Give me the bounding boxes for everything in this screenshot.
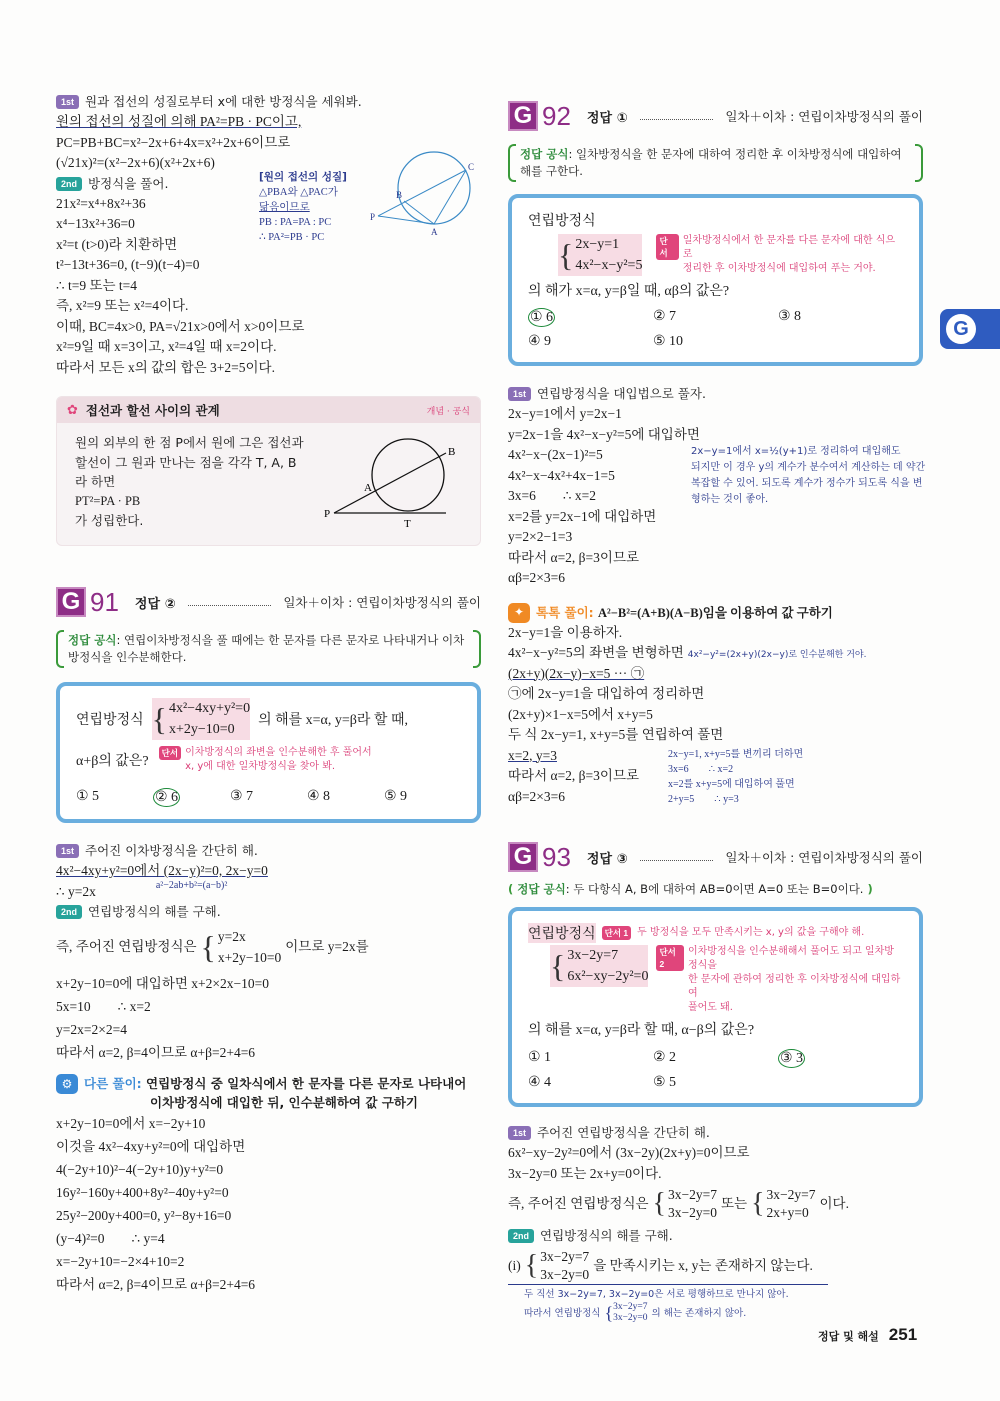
alt-line: 이것을 4x²−4xy+y²=0에 대입하면	[56, 1139, 246, 1154]
choice-4[interactable]: ④ 4	[528, 1075, 552, 1090]
alt-title: A²−B²=(A+B)(A−B)임을 이용하여 값 구하기	[598, 605, 833, 620]
choice-3[interactable]	[778, 1049, 903, 1068]
correct-answer-mark: ② 6	[155, 790, 179, 805]
tangent-property-note	[259, 170, 347, 245]
note-title: [원의 접선의 성질]	[259, 170, 347, 183]
prev-line: 이때, BC=4x>0, PA=√21x>0에서 x>0이므로	[56, 318, 305, 334]
equation: 6x²−xy−2y²=0	[567, 969, 649, 984]
equation: 3x−2y=7	[668, 1187, 717, 1202]
q93-problem-box	[508, 907, 923, 1107]
solution-line: y=2x=2×2=4	[56, 1022, 127, 1037]
answer-label: 정답 ①	[586, 110, 628, 126]
hint-text: 두 방정식을 모두 만족시키는 x, y의 값을 구해야 해.	[637, 927, 865, 938]
equation-system: { 4x²−4xy+y²=0 x+2y−10=0	[152, 698, 250, 740]
step2-label: 연립방정식의 해를 구해.	[540, 1228, 673, 1243]
step1-badge: 1st	[56, 95, 79, 109]
note-line: 되지만 이 경우 y의 계수가 분수여서 계산하는 데 약간	[691, 462, 926, 473]
hint-badge: 단서 2	[656, 945, 684, 971]
step1-label: 주어진 이차방정식을 간단히 해.	[85, 843, 258, 858]
equation: x+2y−10=0	[217, 950, 282, 965]
page-footer	[818, 1325, 917, 1345]
alt-solution-icon: ⚙	[56, 1074, 78, 1094]
magic-wand-icon: ✦	[508, 603, 530, 623]
choice-3[interactable]: ③ 8	[778, 309, 802, 324]
solution-line: 4x²−x−4x²+4x−1=5	[508, 467, 615, 483]
note-line: 2x−y=1, x+y=5를 변끼리 더하면	[668, 748, 804, 760]
step2-label: 방정식을 풀어.	[88, 175, 169, 191]
note-line: 형하는 것이 좋아.	[691, 494, 769, 505]
hint-line: 이차방정식을 인수분해해서 풀어도 되고 일차방정식을	[687, 946, 894, 971]
choice-5[interactable]: ⑤ 5	[653, 1075, 677, 1090]
chapter-tab[interactable]	[940, 309, 1000, 349]
step2-badge: 2nd	[508, 1229, 534, 1243]
g-badge: G	[56, 587, 86, 617]
alt-title: 연립방정식 중 일차식에서 한 문자를 다른 문자로 나타내어	[146, 1076, 467, 1091]
equation: 3x−2y=0	[540, 1267, 590, 1282]
formula-text: : 두 다항식 A, B에 대하여 AB=0이면 A=0 또는 B=0이다.	[565, 882, 864, 896]
choice-1[interactable]: ① 1	[528, 1050, 552, 1065]
leader-dots	[640, 119, 714, 120]
alt-line: x=2, y=3	[508, 747, 557, 763]
svg-text:B: B	[396, 189, 403, 200]
question-number: 91	[90, 586, 119, 617]
hint-line: 정리한 후 이차방정식에 대입하여 푸는 거야.	[682, 263, 876, 274]
solution-text: 이므로 y=2x를	[285, 938, 369, 954]
prev-line: (√21x)²=(x²−2x+6)(x²+2x+6)	[56, 155, 215, 170]
question-93	[508, 839, 923, 1324]
concept-header	[57, 397, 480, 423]
svg-text:A: A	[431, 226, 438, 236]
note-line: 2x−y=1에서 x=½(y+1)로 정리하여 대입해도	[691, 446, 901, 457]
hint-badge: 단서	[159, 746, 181, 760]
svg-text:T: T	[404, 518, 411, 530]
equation: y=2x	[217, 929, 246, 944]
solution-line: 6x²−xy−2y²=0에서 (3x−2y)(2x+y)=0이므로	[508, 1145, 750, 1160]
answer-formula: ( 정답 공식: 두 다항식 A, B에 대하여 AB=0이면 A=0 또는 B=0이다. )	[508, 882, 873, 896]
formula-label: 정답 공식	[517, 882, 566, 896]
solution-line: y=2×2−1=3	[508, 529, 573, 544]
equation-system: { 3x−2y=7 3x−2y=0	[524, 1249, 590, 1282]
equation: 3x−2y=0	[613, 1313, 648, 1323]
q92-step1	[508, 384, 923, 404]
step1-label: 원과 접선의 성질로부터 x에 대한 방정식을 세워봐.	[85, 94, 362, 109]
q92-problem-box	[508, 194, 923, 366]
page-number: 251	[888, 1325, 918, 1344]
alt-line: 두 식 2x−y=1, x+y=5를 연립하여 풀면	[508, 727, 724, 742]
question-92	[508, 98, 926, 807]
alt-label: 톡톡 풀이:	[536, 604, 594, 620]
question-prefix: 연립방정식	[76, 713, 144, 728]
svg-text:A: A	[364, 482, 372, 494]
alt-solution-header	[508, 603, 923, 623]
note-line: ∴ PA²=PB · PC	[259, 231, 325, 243]
choice-list	[528, 1049, 903, 1091]
question-prefix: 연립방정식	[528, 214, 596, 229]
q93-step2	[508, 1226, 923, 1246]
alt-line: x+2y−10=0에서 x=−2y+10	[56, 1116, 206, 1131]
question-number: 93	[542, 841, 571, 872]
answer-label: 정답 ③	[586, 851, 628, 867]
choice-4[interactable]: ④ 8	[307, 789, 331, 804]
solution-line: y=2x−1을 4x²−x−y²=5에 대입하면	[508, 426, 700, 442]
alt-solution-header	[56, 1074, 481, 1112]
step2-label: 연립방정식의 해를 구해.	[88, 904, 221, 919]
note-line: 복잡할 수 있어. 되도록 계수가 정수가 되도록 식을 변	[691, 478, 923, 489]
note-line: △PBA와 △PAC가	[259, 186, 338, 198]
answer-formula	[508, 144, 923, 182]
alt-line: (2x+y)(2x−y)−x=5 ··· ㉠	[508, 665, 645, 681]
question-prefix: 연립방정식	[528, 923, 596, 943]
hint-line: 한 문자에 관하여 정리한 후 이차방정식에 대입하여	[687, 974, 901, 999]
solution-line: x=2를 y=2x−1에 대입하면	[508, 508, 657, 524]
choice-5[interactable]: ⑤ 10	[653, 334, 684, 349]
q91-problem-box	[56, 682, 481, 823]
equation-system: { 3x−2y=7 6x²−xy−2y²=0	[550, 945, 648, 987]
concept-box	[56, 396, 481, 546]
alt-line: 4(−2y+10)²−4(−2y+10)y+y²=0	[56, 1162, 224, 1177]
equation: 4x²−4xy+y²=0	[168, 701, 251, 716]
g-badge: G	[508, 101, 538, 131]
choice-5[interactable]: ⑤ 9	[384, 789, 408, 804]
g-badge: G	[508, 842, 538, 872]
concept-title: 접선과 할선 사이의 관계	[85, 403, 220, 418]
equation: 3x−2y=7	[613, 1302, 648, 1312]
note-line: 닮음이므로	[259, 200, 310, 213]
concept-line: 원의 외부의 한 점 P에서 원에 그은 접선과	[75, 435, 304, 450]
equation-system: { 3x−2y=7 3x−2y=0	[652, 1187, 717, 1220]
step1-label: 주어진 연립방정식을 간단히 해.	[537, 1125, 710, 1140]
solution-text: 또는	[720, 1195, 748, 1211]
correct-answer-mark: ① 6	[530, 310, 554, 325]
elimination-note	[668, 747, 803, 807]
topic-label: 일차＋이차 : 연립이차방정식의 풀이	[725, 850, 923, 865]
solution-line: αβ=2×3=6	[508, 570, 566, 585]
solution-line: 2x−y=1에서 y=2x−1	[508, 406, 622, 421]
solution-line: 3x−2y=0 또는 2x+y=0이다.	[508, 1165, 662, 1181]
concept-line: 할선이 그 원과 만나는 점을 각각 T, A, B	[75, 454, 297, 470]
hint-line: 풀어도 돼.	[687, 1002, 733, 1013]
q91-header	[56, 584, 481, 620]
secant-tangent-diagram	[322, 433, 462, 533]
concept-tag: 개념 · 공식	[426, 406, 470, 417]
topic-label: 일차＋이차 : 연립이차방정식의 풀이	[283, 595, 481, 610]
q92-header	[508, 98, 923, 134]
hint-line: 일차방정식에서 한 문자를 다른 문자에 대한 식으로	[682, 235, 896, 260]
parallel-note: 두 직선 3x−2y=7, 3x−2y=0은 서로 평행하므로 만나지 않아.	[524, 1289, 789, 1300]
step1-badge: 1st	[56, 844, 79, 858]
q93-step1	[508, 1123, 923, 1143]
solution-line: 따라서 α=2, β=3이므로	[508, 549, 640, 565]
note-line: 3x=6 ∴ x=2	[668, 763, 734, 775]
question-end: 의 해를 x=α, y=β라 할 때, α−β의 값은?	[528, 1023, 755, 1038]
alt-line: 2x−y=1을 이용하자.	[508, 624, 623, 640]
alt-line: 25y²−200y+400=0, y²−8y+16=0	[56, 1208, 232, 1223]
hint-badge: 단서	[656, 234, 678, 260]
footer-label: 정답 및 해설	[818, 1330, 879, 1343]
formula-label: 정답 공식	[520, 147, 569, 161]
alt-line: 따라서 α=2, β=4이므로 α+β=2+4=6	[56, 1277, 256, 1292]
choice-2[interactable]: ② 2	[653, 1050, 677, 1065]
no-solution-note	[524, 1302, 923, 1324]
hint-line: 이차방정식의 좌변을 인수분해한 후 풀어서	[185, 747, 372, 758]
step2-badge: 2nd	[56, 177, 82, 191]
q93-header	[508, 839, 923, 875]
solution-text: 이다.	[819, 1195, 849, 1211]
concept-line: PT²=PA · PB	[75, 493, 141, 508]
note-line: PB : PA=PA : PC	[259, 216, 332, 228]
alt-line: 16y²−160y+400+8y²−40y+y²=0	[56, 1185, 229, 1200]
formula-text: : 일차방정식을 한 문자에 대하여 정리한 후 이차방정식에 대입하여 해를 구한다.	[520, 147, 902, 178]
case-label: (i)	[508, 1257, 521, 1273]
prev-line: x²=t (t>0)라 치환하면	[56, 236, 178, 252]
solution-line: ∴ y=2x	[56, 883, 96, 899]
question-end: α+β의 값은?	[76, 754, 149, 769]
formula-note: a²−2ab+b²=(a−b)²	[155, 879, 228, 891]
choice-list	[528, 308, 903, 350]
hint-badge: 단서 1	[602, 926, 632, 940]
q91-step2	[56, 902, 481, 922]
q91-step1	[56, 841, 481, 861]
step2-badge: 2nd	[56, 905, 82, 919]
choice-1[interactable]	[528, 308, 653, 327]
alt-line: (y−4)²=0 ∴ y=4	[56, 1231, 165, 1246]
alt-line: x=−2y+10=−2×4+10=2	[56, 1254, 185, 1269]
formula-label: 정답 공식	[68, 633, 117, 647]
concept-line: 라 하면	[75, 474, 116, 489]
prev-line: x⁴−13x²+36=0	[56, 216, 135, 231]
topic-label: 일차＋이차 : 연립이차방정식의 풀이	[725, 109, 923, 124]
left-column	[56, 92, 481, 1296]
step1-badge: 1st	[508, 387, 531, 401]
equation: 3x−2y=7	[567, 948, 619, 963]
alt-line: 따라서 α=2, β=3이므로	[508, 768, 640, 783]
answer-formula	[56, 630, 481, 668]
equation: 3x−2y=7	[766, 1187, 816, 1202]
equation-system: { 2x−y=1 4x²−x−y²=5	[558, 234, 642, 276]
answer-label: 정답 ②	[134, 596, 176, 612]
prev-line: 따라서 모든 x의 값의 합은 3+2=5이다.	[56, 359, 275, 375]
question-suffix: 의 해를 x=α, y=β라 할 때,	[258, 713, 408, 728]
solution-line: 5x=10 ∴ x=2	[56, 999, 151, 1014]
solution-text: 을 만족시키는 x, y는 존재하지 않는다.	[593, 1257, 813, 1273]
hint-line: x, y에 대한 일차방정식을 찾아 봐.	[185, 761, 336, 772]
choice-4[interactable]: ④ 9	[528, 334, 552, 349]
prev-line: 즉, x²=9 또는 x²=4이다.	[56, 298, 189, 313]
tangent-circle-diagram	[368, 146, 478, 236]
choice-1[interactable]: ① 5	[76, 789, 100, 804]
svg-text:P: P	[324, 508, 331, 520]
equation: 3x−2y=0	[668, 1205, 717, 1220]
step1-badge: 1st	[508, 1126, 531, 1140]
solution-line: x+2y−10=0에 대입하면 x+2×2x−10=0	[56, 976, 269, 991]
equation-system: { 3x−2y=7 3x−2y=0	[604, 1302, 648, 1323]
choice-2[interactable]	[153, 788, 230, 807]
solution-line: 3x=6 ∴ x=2	[508, 488, 596, 503]
question-91	[56, 584, 481, 1296]
prev-line: t²−13t+36=0, (t−9)(t−4)=0	[56, 257, 200, 272]
prev-step1	[56, 92, 481, 112]
alt-line: ㉠에 2x−y=1을 대입하여 정리하면	[508, 686, 705, 701]
choice-3[interactable]: ③ 7	[230, 789, 254, 804]
chapter-g-icon: G	[946, 314, 976, 344]
question-number: 92	[542, 100, 571, 131]
solution-line: 따라서 α=2, β=4이므로 α+β=2+4=6	[56, 1045, 256, 1060]
alt-title: 이차방정식에 대입한 뒤, 인수분해하여 값 구하기	[150, 1095, 419, 1110]
leader-dots	[640, 860, 714, 861]
equation: 2x−y=1	[575, 237, 620, 252]
correct-answer-mark: ③ 3	[780, 1051, 804, 1066]
equation-system: { 3x−2y=7 2x+y=0	[751, 1187, 816, 1220]
alt-line: (2x+y)×1−x=5에서 x+y=5	[508, 706, 653, 722]
flower-icon: ✿	[67, 402, 78, 418]
svg-text:P: P	[370, 211, 376, 222]
solution-line: 4x²−x−(2x−1)²=5	[508, 447, 603, 462]
concept-text	[75, 433, 322, 533]
alt-line: αβ=2×3=6	[508, 788, 566, 804]
prev-line: PC=PB+BC=x²−2x+6+4x=x²+2x+6이므로	[56, 134, 291, 150]
solution-text: 즉, 주어진 연립방정식은	[508, 1195, 649, 1211]
right-column	[508, 98, 926, 1324]
prev-line: x²=9일 때 x=3이고, x²=4일 때 x=2이다.	[56, 339, 277, 354]
equation: 4x²−x−y²=5	[575, 258, 643, 273]
prev-line: 원의 접선의 성질에 의해 PA²=PB · PC이고,	[56, 114, 302, 129]
equation: x+2y−10=0	[168, 722, 235, 737]
prev-line: ∴ t=9 또는 t=4	[56, 277, 138, 293]
equation: 3x−2y=7	[540, 1249, 590, 1264]
svg-text:B: B	[448, 446, 456, 458]
leader-dots	[188, 605, 272, 606]
alt-label: 다른 풀이:	[84, 1076, 142, 1091]
concept-line: 가 성립한다.	[75, 513, 144, 528]
svg-text:C: C	[468, 161, 475, 172]
alt-line: 4x²−x−y²=5의 좌변을 변형하면	[508, 645, 684, 660]
question-end: 의 해가 x=α, y=β일 때, αβ의 값은?	[528, 284, 730, 299]
note-line: 2+y=5 ∴ y=3	[668, 793, 739, 805]
equation-system: { y=2x x+2y−10=0	[201, 926, 282, 968]
formula-text: : 연립이차방정식을 풀 때에는 한 문자를 다른 문자로 나타내거나 이차방정식을 인수분해한다.	[68, 633, 465, 664]
factor-note: 4x²−y²=(2x+y)(2x−y)로 인수분해한 거야.	[687, 650, 867, 660]
solution-text: 즉, 주어진 연립방정식은	[56, 938, 197, 954]
note-text: 의 해는 존재하지 않아.	[651, 1307, 747, 1319]
choice-2[interactable]: ② 7	[653, 309, 677, 324]
note-text: 따라서 연립방정식	[524, 1307, 601, 1319]
step1-label: 연립방정식을 대입법으로 풀자.	[537, 386, 706, 401]
substitution-note	[691, 444, 925, 508]
solution-line: 4x²−4xy+y²=0에서 (2x−y)²=0, 2x−y=0	[56, 863, 268, 878]
prev-line: 21x²=x⁴+8x²+36	[56, 195, 146, 211]
note-line: x=2를 x+y=5에 대입하여 풀면	[668, 778, 795, 790]
equation: 2x+y=0	[766, 1205, 809, 1220]
choice-list	[76, 788, 461, 807]
